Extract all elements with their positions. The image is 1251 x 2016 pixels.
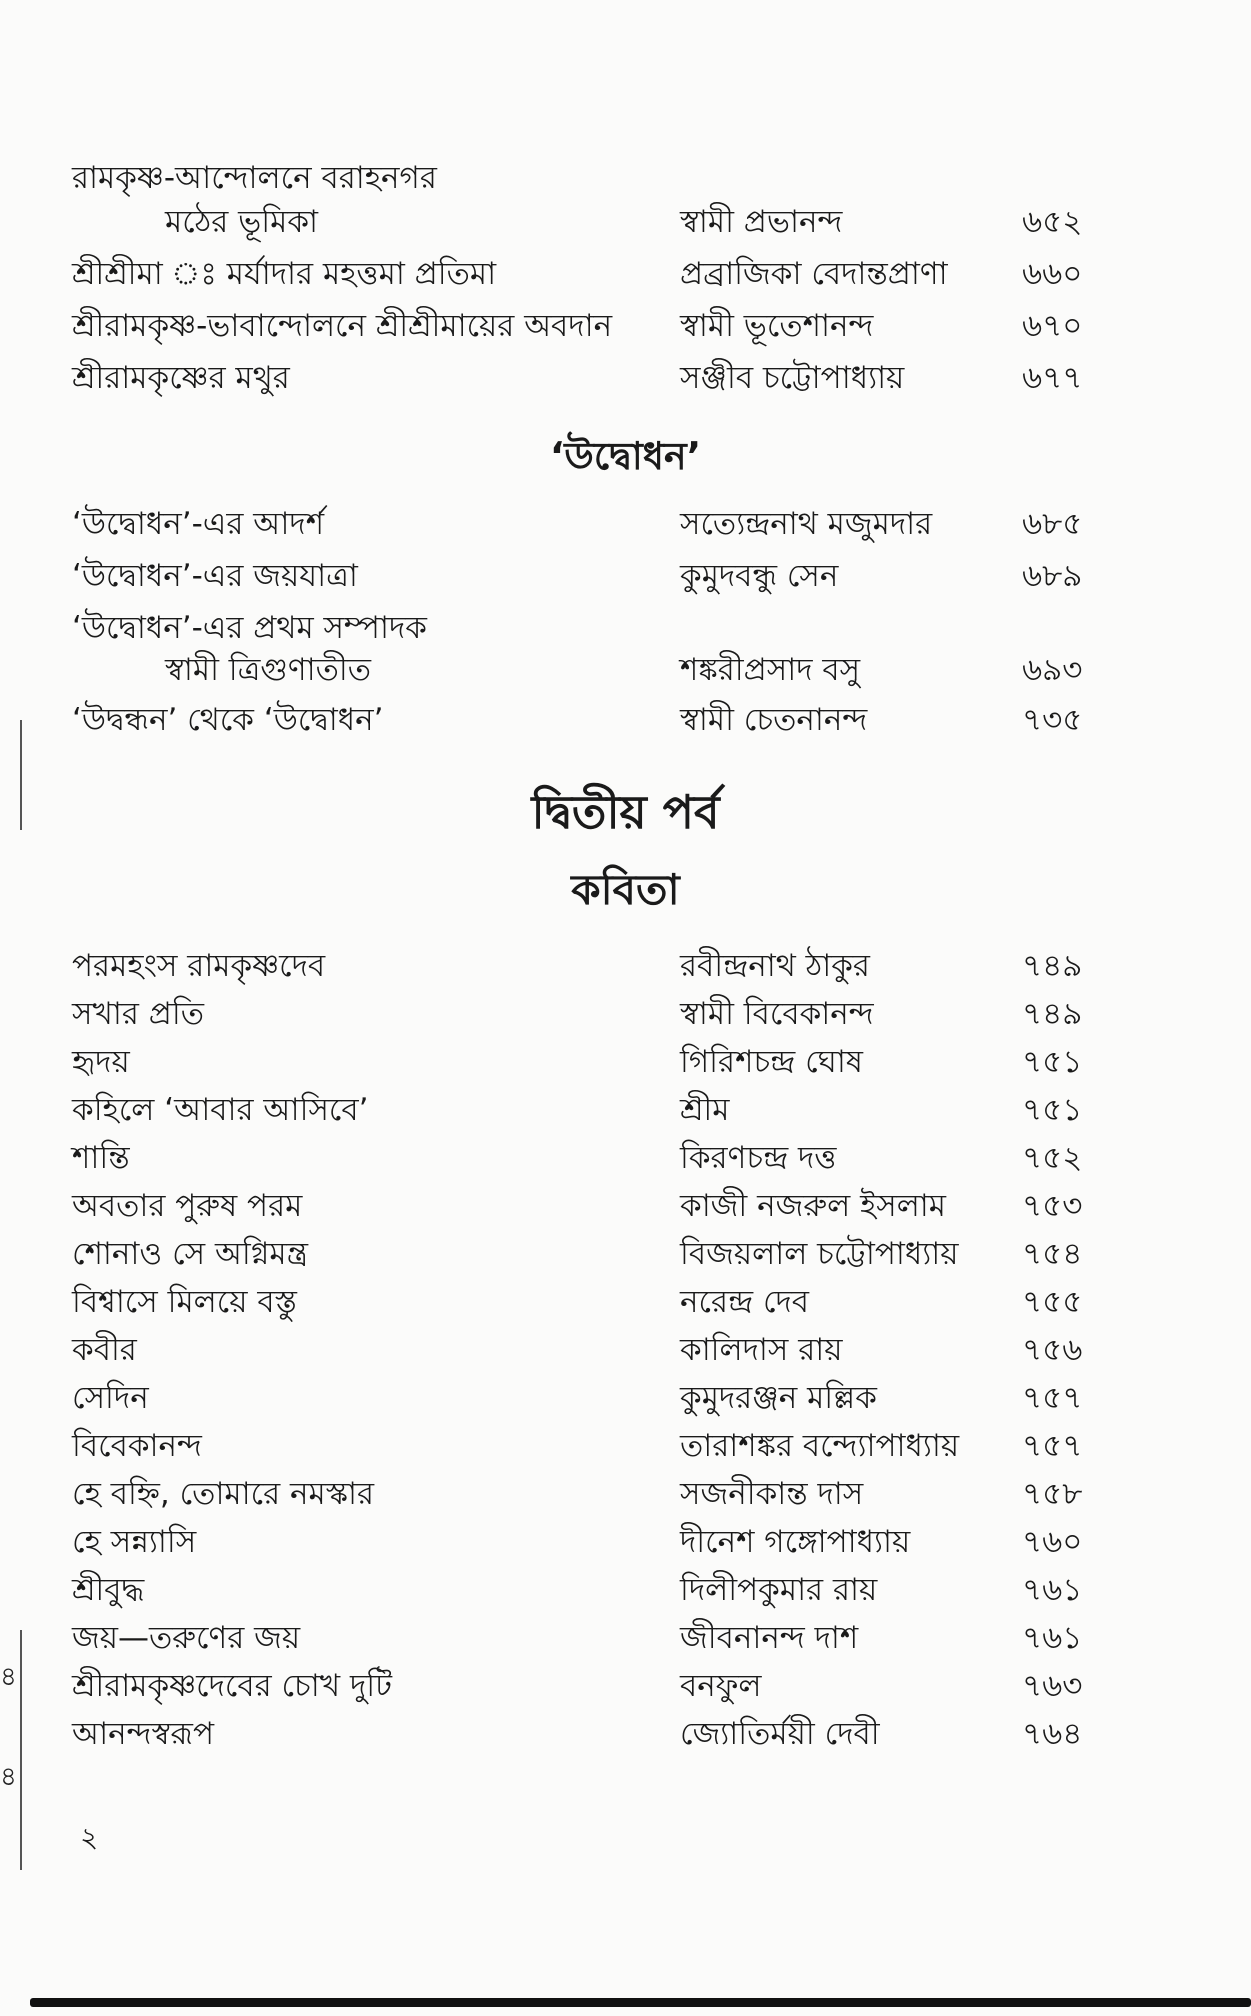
toc-entry <box>0 200 1251 244</box>
entry-title: হে সন্ন্যাসি <box>72 1524 197 1560</box>
entry-author: স্বামী প্রভানন্দ <box>680 204 843 240</box>
entry-title: জয়—তরুণের জয় <box>72 1620 301 1656</box>
entry-title: কবীর <box>72 1332 137 1368</box>
entry-author: তারাশঙ্কর বন্দ্যোপাধ্যায় <box>680 1428 960 1464</box>
toc-entry <box>0 156 1251 200</box>
page-bottom-edge <box>30 1998 1251 2007</box>
entry-title: স্বামী ত্রিগুণাতীত <box>165 652 372 688</box>
entry-page-number: ৬৭০ <box>1022 308 1083 344</box>
toc-entry <box>0 698 1251 742</box>
toc-entry <box>0 992 1251 1036</box>
entry-page-number: ৭৫৪ <box>1022 1236 1083 1272</box>
entry-author: সঞ্জীব চট্টোপাধ্যায় <box>680 360 905 396</box>
page-number: ২ <box>80 1821 99 1854</box>
entry-author: স্বামী ভূতেশানন্দ <box>680 308 874 344</box>
entry-author: বিজয়লাল চট্টোপাধ্যায় <box>680 1236 959 1272</box>
entry-title: ‘উদ্বোধন’-এর প্রথম সম্পাদক <box>72 610 427 646</box>
entry-page-number: ৬৫২ <box>1022 204 1083 240</box>
entry-author: কুমুদবন্ধু সেন <box>680 558 839 594</box>
entry-page-number: ৭৫৮ <box>1022 1476 1083 1512</box>
toc-entry <box>0 1712 1251 1756</box>
entry-author: বনফুল <box>680 1668 762 1704</box>
entry-title: হৃদয় <box>72 1044 130 1080</box>
entry-title: রামকৃষ্ণ-আন্দোলনে বরাহনগর <box>72 160 437 196</box>
toc-entry <box>0 1472 1251 1516</box>
entry-title: ‘উদ্বন্ধন’ থেকে ‘উদ্বোধন’ <box>72 702 384 738</box>
entry-page-number: ৭৩৫ <box>1022 702 1083 738</box>
entry-author: জীবনানন্দ দাশ <box>680 1620 859 1656</box>
entry-author: কিরণচন্দ্র দত্ত <box>680 1140 837 1176</box>
entry-page-number: ৭৬৩ <box>1022 1668 1083 1704</box>
entry-author: স্বামী বিবেকানন্দ <box>680 996 874 1032</box>
entry-author: কাজী নজরুল ইসলাম <box>680 1188 947 1224</box>
margin-mark: ৪ <box>0 1762 17 1792</box>
toc-entry <box>0 1136 1251 1180</box>
entry-page-number: ৬৭৭ <box>1022 360 1083 396</box>
toc-entry <box>0 554 1251 598</box>
entry-author: কালিদাস রায় <box>680 1332 843 1368</box>
toc-entry <box>0 304 1251 348</box>
entry-author: নরেন্দ্র দেব <box>680 1284 810 1320</box>
entry-page-number: ৭৬১ <box>1022 1572 1083 1608</box>
entry-author: সত্যেন্দ্রনাথ মজুমদার <box>680 506 933 542</box>
entry-page-number: ৭৫৭ <box>1022 1428 1083 1464</box>
entry-page-number: ৬৯৩ <box>1022 652 1083 688</box>
toc-entry <box>0 252 1251 296</box>
toc-entry <box>0 1088 1251 1132</box>
entry-title: মঠের ভূমিকা <box>165 204 319 240</box>
entry-title: বিবেকানন্দ <box>72 1428 202 1464</box>
entry-author: শঙ্করীপ্রসাদ বসু <box>680 652 861 688</box>
entry-title: শ্রীরামকৃষ্ণের মথুর <box>72 360 290 396</box>
entry-author: শ্রীম <box>680 1092 730 1128</box>
entry-title: বিশ্বাসে মিলয়ে বস্তু <box>72 1284 297 1320</box>
entry-title: ‘উদ্বোধন’-এর জয়যাত্রা <box>72 558 358 594</box>
entry-page-number: ৭৬০ <box>1022 1524 1083 1560</box>
toc-entry <box>0 1184 1251 1228</box>
entry-page-number: ৬৮৯ <box>1022 558 1083 594</box>
section-heading-udbodhan: ‘উদ্বোধন’ <box>549 434 702 478</box>
toc-entry <box>0 1424 1251 1468</box>
entry-title: হে বহ্নি, তোমারে নমস্কার <box>72 1476 375 1512</box>
toc-entry <box>0 1280 1251 1324</box>
toc-entry <box>0 1616 1251 1660</box>
entry-page-number: ৭৪৯ <box>1022 948 1083 984</box>
toc-entry <box>0 1328 1251 1372</box>
entry-title: শান্তি <box>72 1140 130 1176</box>
toc-entry <box>0 502 1251 546</box>
entry-author: কুমুদরঞ্জন মল্লিক <box>680 1380 877 1416</box>
entry-page-number: ৭৬১ <box>1022 1620 1083 1656</box>
entry-title: আনন্দস্বরূপ <box>72 1716 215 1752</box>
entry-title: সখার প্রতি <box>72 996 204 1032</box>
entry-title: কহিলে ‘আবার আসিবে’ <box>72 1092 369 1128</box>
entry-page-number: ৭৫৩ <box>1022 1188 1083 1224</box>
entry-page-number: ৬৮৫ <box>1022 506 1083 542</box>
margin-mark: ৪ <box>0 1662 17 1692</box>
toc-entry <box>0 648 1251 692</box>
entry-page-number: ৬৬০ <box>1022 256 1083 292</box>
entry-page-number: ৭৫১ <box>1022 1044 1083 1080</box>
toc-entry <box>0 944 1251 988</box>
toc-entry <box>0 1376 1251 1420</box>
entry-title: শ্রীরামকৃষ্ণ-ভাবান্দোলনে শ্রীশ্রীমায়ের অবদান <box>72 308 613 344</box>
entry-author: দীনেশ গঙ্গোপাধ্যায় <box>680 1524 911 1560</box>
toc-entry <box>0 1520 1251 1564</box>
entry-page-number: ৭৫৭ <box>1022 1380 1083 1416</box>
toc-entry <box>0 356 1251 400</box>
entry-page-number: ৭৫৫ <box>1022 1284 1083 1320</box>
toc-entry <box>0 1664 1251 1708</box>
entry-author: রবীন্দ্রনাথ ঠাকুর <box>680 948 870 984</box>
entry-author: সজনীকান্ত দাস <box>680 1476 864 1512</box>
entry-title: শ্রীরামকৃষ্ণদেবের চোখ দুটি <box>72 1668 393 1704</box>
toc-entry <box>0 606 1251 650</box>
entry-page-number: ৭৫১ <box>1022 1092 1083 1128</box>
entry-author: গিরিশচন্দ্র ঘোষ <box>680 1044 863 1080</box>
entry-page-number: ৭৪৯ <box>1022 996 1083 1032</box>
toc-entry <box>0 1568 1251 1612</box>
entry-author: স্বামী চেতনানন্দ <box>680 702 868 738</box>
toc-entry <box>0 1232 1251 1276</box>
toc-entry <box>0 1040 1251 1084</box>
entry-title: ‘উদ্বোধন’-এর আদর্শ <box>72 506 325 542</box>
part-heading: দ্বিতীয় পর্ব <box>531 785 720 839</box>
entry-title: পরমহংস রামকৃষ্ণদেব <box>72 948 326 984</box>
entry-page-number: ৭৬৪ <box>1022 1716 1083 1752</box>
entry-title: শোনাও সে অগ্নিমন্ত্র <box>72 1236 309 1272</box>
entry-title: সেদিন <box>72 1380 149 1416</box>
section-heading-poems: কবিতা <box>571 865 680 914</box>
entry-author: প্রব্রাজিকা বেদান্তপ্রাণা <box>680 256 948 292</box>
entry-title: শ্রীশ্রীমা ঃ মর্যাদার মহত্তমা প্রতিমা <box>72 256 497 292</box>
entry-author: জ্যোতির্ময়ী দেবী <box>680 1716 880 1752</box>
entry-page-number: ৭৫২ <box>1022 1140 1083 1176</box>
entry-author: দিলীপকুমার রায় <box>680 1572 878 1608</box>
entry-page-number: ৭৫৬ <box>1022 1332 1083 1368</box>
entry-title: অবতার পুরুষ পরম <box>72 1188 303 1224</box>
entry-title: শ্রীবুদ্ধ <box>72 1572 145 1608</box>
